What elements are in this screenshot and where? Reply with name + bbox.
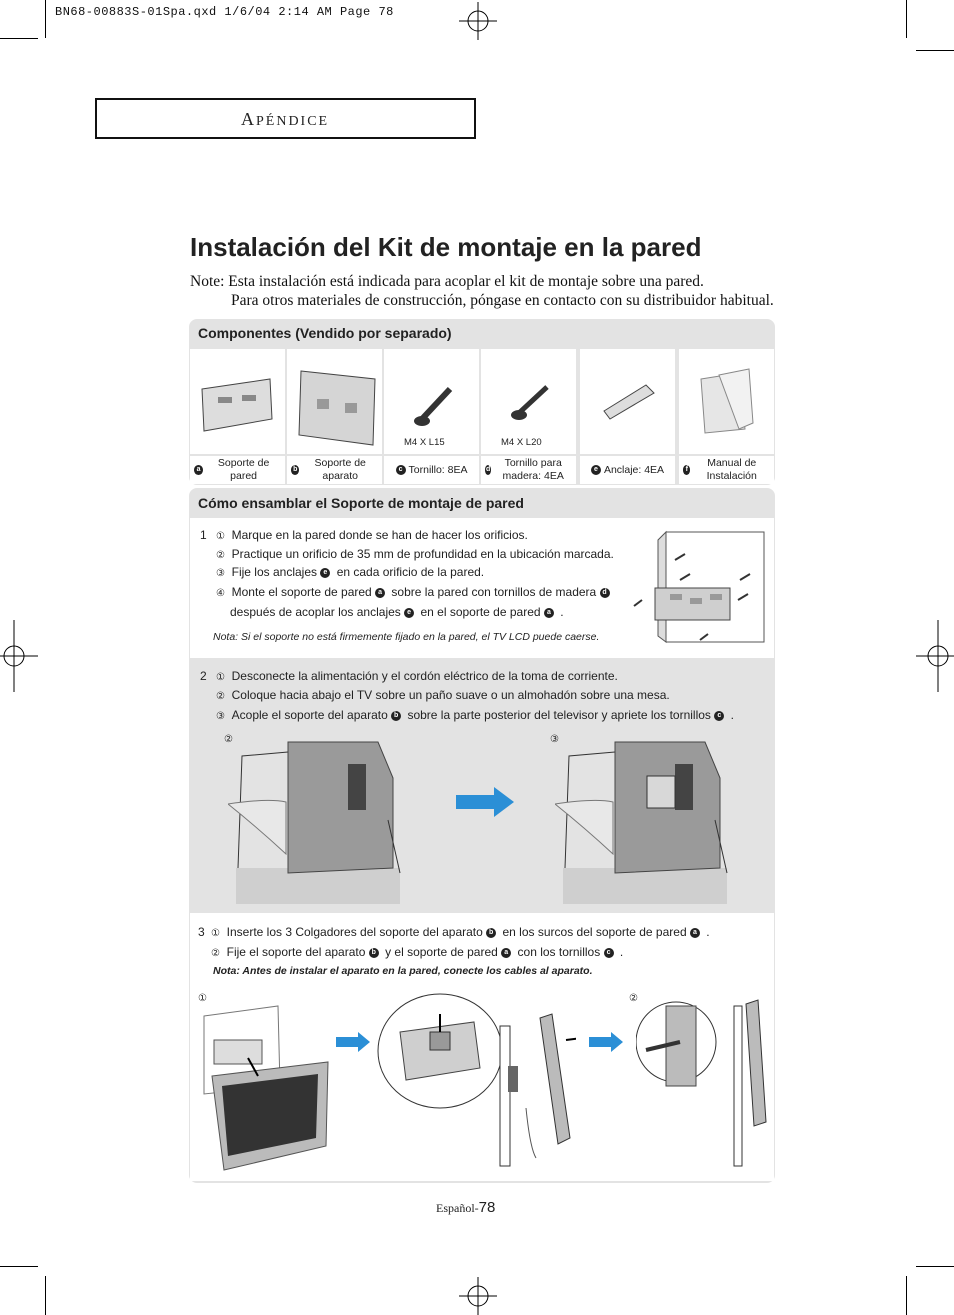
badge-c: c: [396, 465, 406, 475]
crop-mark: [916, 50, 954, 51]
registration-mark: [459, 1277, 497, 1315]
fig-label-2: ②: [224, 734, 233, 745]
step3-number: 3: [198, 925, 205, 939]
step1-line-2: ② Practique un orificio de 35 mm de profundidad en la ubicación marcada.: [216, 547, 614, 561]
step1-nota: Nota: Si el soporte no está firmemente fijado en la pared, el TV LCD puede caerse.: [213, 631, 600, 643]
note-line-1: Note: Esta instalación está indicada para acoplar el kit de montaje sobre una pared.: [190, 273, 704, 290]
fig-label-3: ③: [550, 734, 559, 745]
tv-wall-illustration: [200, 1000, 330, 1172]
badge-c: c: [714, 711, 724, 721]
badge-e: e: [591, 465, 601, 475]
registration-mark: [459, 2, 497, 40]
badge-a: a: [690, 928, 700, 938]
component-spec-d: M4 X L20: [501, 437, 542, 448]
note-line-2: Para otros materiales de construcción, póngase en contacto con su distribuidor habitual.: [231, 292, 774, 309]
badge-c: c: [604, 948, 614, 958]
component-label: Anclaje: 4EA: [603, 463, 665, 476]
step2-number: 2: [200, 669, 207, 683]
component-image-f: [679, 349, 774, 454]
crop-mark: [916, 1266, 954, 1267]
badge-e: e: [320, 568, 330, 578]
step1-line-5: después de acoplar los anclajes e en el soporte de pared a .: [230, 605, 564, 619]
component-label-cell-b: [287, 456, 382, 484]
crop-mark: [906, 0, 907, 38]
step2-line-3: ③ Acople el soporte del aparato b sobre la parte posterior del televisor y apriete los tornillos c .: [216, 708, 734, 722]
fig-label-1: ①: [198, 993, 207, 1004]
component-label: Tornillo: 8EA: [408, 463, 468, 476]
fig-label-2b: ②: [629, 993, 638, 1004]
section-cap: A: [241, 109, 256, 129]
component-label-cell-a: [190, 456, 285, 484]
component-label-cell-e: [580, 456, 675, 484]
assembly-heading: Cómo ensamblar el Soporte de montaje de pared: [198, 495, 524, 511]
arrow-right-icon: [589, 1032, 625, 1052]
registration-mark: [916, 620, 954, 692]
crop-mark: [45, 1276, 46, 1315]
component-label: Soporte de aparato: [314, 457, 366, 482]
components-heading: Componentes (Vendido por separado): [198, 325, 452, 341]
side-view-illustration: [496, 1008, 576, 1168]
step1-line-1: ① Marque en la pared donde se han de hacer los orificios.: [216, 528, 528, 542]
component-image-a: [190, 349, 285, 454]
component-label: Tornillo para madera: 4EA: [502, 457, 564, 482]
badge-b: b: [291, 465, 299, 475]
badge-a: a: [375, 588, 385, 598]
badge-d: d: [600, 588, 610, 598]
badge-a: a: [544, 608, 554, 618]
crop-mark: [45, 0, 46, 38]
component-label-cell-f: [679, 456, 774, 484]
component-label-cell-d: [481, 456, 576, 484]
badge-d: d: [486, 466, 491, 473]
section-label: [95, 98, 476, 139]
crop-mark: [0, 1266, 38, 1267]
badge-e: e: [404, 608, 414, 618]
screw-zoom-illustration: [636, 998, 768, 1170]
badge-b: b: [391, 711, 401, 721]
crop-mark: [0, 38, 38, 39]
step3-line-2: ② Fije el soporte del aparato b y el soporte de pared a con los tornillos c .: [211, 945, 624, 959]
print-header: BN68-00883S-01Spa.qxd 1/6/04 2:14 AM Page 78: [55, 5, 394, 19]
badge-a: a: [501, 948, 511, 958]
arrow-right-icon: [336, 1032, 372, 1052]
component-label: Manual de Instalación: [706, 457, 757, 482]
step3-nota: Nota: Antes de instalar el aparato en la pared, conecte los cables al aparato.: [213, 965, 593, 977]
page-footer: Español-78: [436, 1199, 496, 1216]
step1-line-4: ④ Monte el soporte de pared a sobre la pared con tornillos de madera d: [216, 585, 613, 599]
arrow-right-icon: [456, 787, 516, 817]
badge-b: b: [369, 948, 379, 958]
step1-number: 1: [200, 528, 207, 542]
badge-a: a: [194, 465, 203, 475]
step2-line-1: ① Desconecte la alimentación y el cordón eléctrico de la toma de corriente.: [216, 669, 618, 683]
section-rest: PÉNDICE: [256, 114, 330, 129]
wall-bracket-illustration: [630, 528, 770, 646]
tv-back-bracket-illustration: [555, 738, 735, 906]
component-label: Soporte de pared: [217, 457, 270, 482]
component-spec-c: M4 X L15: [404, 437, 445, 448]
bracket-zoom-illustration: [376, 992, 504, 1110]
registration-mark: [0, 620, 38, 692]
badge-f: f: [683, 465, 690, 475]
tv-back-illustration: [228, 738, 408, 906]
crop-mark: [906, 1276, 907, 1315]
step3-line-1: ① Inserte los 3 Colgadores del soporte del aparato b en los surcos del soporte de pared a .: [211, 925, 710, 939]
step1-line-3: ③ Fije los anclajes e en cada orificio de la pared.: [216, 565, 485, 579]
component-label-cell-c: [384, 456, 479, 484]
step2-line-2: ② Coloque hacia abajo el TV sobre un paño suave o un almohadón sobre una mesa.: [216, 688, 670, 702]
badge-b: b: [486, 928, 496, 938]
component-image-e: [580, 349, 675, 454]
component-image-b: [287, 349, 382, 454]
page-title: Instalación del Kit de montaje en la pared: [190, 232, 702, 262]
